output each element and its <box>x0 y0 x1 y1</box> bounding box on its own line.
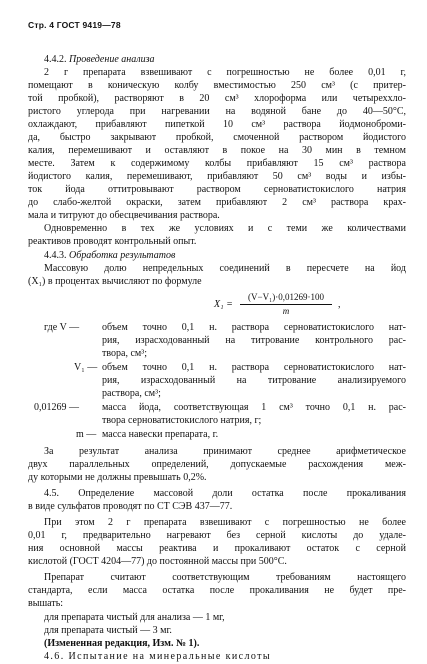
formula-lhs: X₁ = <box>214 299 233 310</box>
paragraph-line: реактивов проводят контрольный опыт. <box>28 236 197 247</box>
formula-comma: , <box>338 299 341 310</box>
where-definition: твора серноватистокислого натрия, г; <box>102 415 262 426</box>
where-definition: твора, см³; <box>102 348 148 359</box>
paragraph-line: месте. Затем к содержимому колбы прибавляют 15 см³ раствора <box>28 158 406 169</box>
paragraph-line: 4.5. Определение массовой доли остатка после прокаливания <box>44 488 406 499</box>
paragraph-line: 2 г препарата взвешивают с погрешностью не более 0,01 г, <box>44 67 406 78</box>
paragraph-line: Одновременно в тех же условиях и с теми же количествами <box>44 223 406 234</box>
paragraph-line: Массовую долю непредельных соединений в пересчете на йод <box>44 263 406 274</box>
paragraph-line: вышать: <box>28 598 64 609</box>
paragraph-line: той пробкой), растворяют в 20 см³ хлороформа или четыреххло- <box>28 93 406 104</box>
section-number: 4.4.2. <box>44 54 67 65</box>
where-term: V₁ — <box>74 362 98 373</box>
paragraph-line: стандарта, если масса остатка после прокаливания не будет пре- <box>28 585 406 596</box>
section-number: 4.4.3. <box>44 250 67 261</box>
list-item: для препарата чистый — 3 мг. <box>44 625 172 636</box>
formula-denominator: m <box>282 306 290 316</box>
paragraph-line: 0,01 г, предварительно нагревают без серной кислоты до удале- <box>28 530 406 541</box>
page-header: Стр. 4 ГОСТ 9419—78 <box>28 20 121 30</box>
paragraph-line: помещают в коническую колбу вместимостью 250 см³ (с притер- <box>28 80 406 91</box>
paragraph-line: калия, перемешивают и оставляют в покое на 30 мин в темном <box>28 145 406 156</box>
paragraph-line: в виде сульфатов проводят по СТ СЭВ 437—77. <box>28 501 233 512</box>
paragraph-line: ду которыми не должны превышать 0,2%. <box>28 472 207 483</box>
where-term: где V — <box>44 322 80 333</box>
amendment-note: (Измененная редакция, Изм. № 1). <box>44 638 200 649</box>
paragraph-line: (X₁) в процентах вычисляют по формуле <box>28 276 202 287</box>
where-definition: рия, израсходованный на титрование анализируемого <box>102 375 406 386</box>
paragraph-line: кислотой (ГОСТ 4204—77) до постоянной массы при 500°С. <box>28 556 287 567</box>
paragraph-line: двух параллельных определений, допускаемые расхождения меж- <box>28 459 406 470</box>
where-definition: масса йода, соответствующая 1 см³ точно 0,1 н. рас- <box>102 402 406 413</box>
paragraph-line: Препарат считают соответствующим требованиям настоящего <box>44 572 406 583</box>
where-definition: раствора, см³; <box>102 388 161 399</box>
paragraph-line: йодистого калия, перемешивают, прибавляют 50 см³ воды и избы- <box>28 171 406 182</box>
formula-fraction <box>240 291 332 317</box>
paragraph-line: При этом 2 г препарата взвешивают с погрешностью не более <box>44 517 406 528</box>
paragraph-line: ток йода оттитровывают раствором серноватистокислого натрия <box>28 184 406 195</box>
paragraph-line: За результат анализа принимают среднее арифметическое <box>44 446 406 457</box>
list-item: для препарата чистый для анализа — 1 мг, <box>44 612 225 623</box>
paragraph-line: ния основной массы реактива и прокаливают остаток с серной <box>28 543 406 554</box>
where-definition: объем точно 0,1 н. раствора серноватистокислого нат- <box>102 322 406 333</box>
section-4-4-3-heading <box>44 250 406 263</box>
where-definition: масса навески препарата, г. <box>102 429 219 440</box>
where-definition: рия, израсходованный на титрование контрольного рас- <box>102 335 406 346</box>
section-4-6-heading: 4.6. Испытание на минеральные кислоты <box>44 651 272 662</box>
section-title: Проведение анализа <box>69 54 155 65</box>
paragraph-line: ристого углерода при нагревании на водяной бане до 40—50°С, <box>28 106 406 117</box>
formula-numerator: (V−V₁)·0,01269·100 <box>240 291 332 305</box>
paragraph-line: до слабо-желтой окраски, затем прибавляют 2 см³ раствора крах- <box>28 197 406 208</box>
paragraph-line: да, быстро закрывают пробкой, смоченной раствором йодистого <box>28 132 406 143</box>
section-title: Обработка результатов <box>69 250 176 261</box>
paragraph-line: мала и титруют до обесцвечивания раствора. <box>28 210 220 221</box>
paragraph-line: охлаждают, прибавляют пипеткой 10 см³ раствора йодмоноброми- <box>28 119 406 130</box>
where-term: 0,01269 — <box>34 402 79 413</box>
where-definition: объем точно 0,1 н. раствора серноватистокислого нат- <box>102 362 406 373</box>
where-term: m — <box>76 429 97 440</box>
section-4-4-2-heading <box>44 54 406 67</box>
